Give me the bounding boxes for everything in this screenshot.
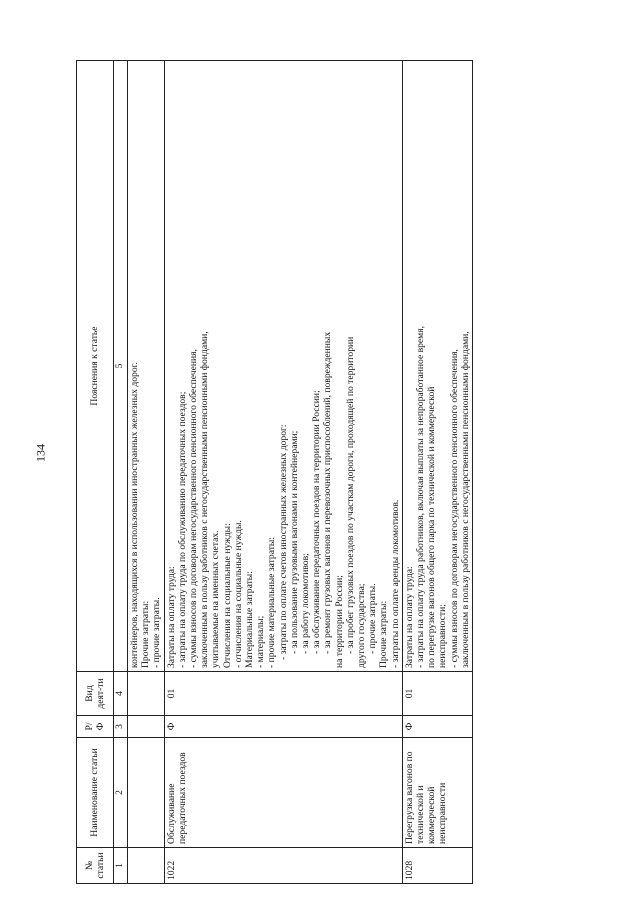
explanation-line: - за работу локомотивов; [300, 553, 312, 654]
explanation-line: - затраты на оплату труда по обслуживанию передаточных поездов; [176, 391, 188, 668]
explanation-line: другого государства; [356, 583, 368, 668]
activity-cell: 01 [402, 672, 472, 716]
header-item-number: № статьи [77, 848, 114, 884]
column-number: 4 [114, 672, 128, 716]
explanation-line: - материалы; [255, 615, 267, 668]
item-name-cell: Обслуживание передаточных поездов [164, 738, 402, 848]
explanation-line: - за обслуживание передаточных поездов на территории России; [311, 390, 323, 654]
item-number-cell [128, 848, 165, 884]
explanation-line: - затраты по оплате счетов иностранных железных дорог: [277, 424, 289, 660]
explanation-line: - затраты на оплату труда работников, включая выплаты за непроработанное время, [415, 325, 427, 668]
explanation-line: - прочие материальные затраты: [266, 536, 278, 668]
explanation-line: учитываемые на именных счетах. [210, 530, 222, 668]
explanation-line: - отчисления на социальные нужды. [232, 520, 244, 668]
header-activity-type: Вид деят-ти [77, 672, 114, 716]
rotated-table-wrapper [76, 60, 604, 884]
explanation-line: Прочие затраты: [378, 600, 390, 668]
table-row-1022 [164, 61, 402, 884]
explanation-line: Затраты на оплату труда: [165, 566, 177, 668]
table-row-continuation [128, 61, 165, 884]
explanation-line: заключенным в пользу работников с негосударственными пенсионными фондами, [199, 331, 211, 668]
explanation-line: - за ремонт грузовых вагонов и перевозочных приспособлений, поврежденных [322, 331, 334, 654]
explanation-line: заключенным в пользу работников с негосударственными пенсионными фондами, [459, 331, 471, 668]
explanation-line: - суммы взносов по договорам негосударственного пенсионного обеспечения, [188, 349, 200, 668]
explanation-line: - прочие затраты. [151, 597, 163, 668]
explanation-line: на территории России; [333, 575, 345, 668]
explanation-line: по перегрузке вагонов общего парка по технической и коммерческой [426, 386, 438, 668]
column-number: 1 [114, 848, 128, 884]
explanation-line: - прочие затраты. [367, 583, 379, 654]
explanation-cell [402, 61, 472, 672]
explanation-cell [128, 61, 165, 672]
activity-cell [128, 672, 165, 716]
rf-cell: Ф [402, 716, 472, 738]
rf-cell: Ф [164, 716, 402, 738]
explanation-cell [164, 61, 402, 672]
activity-cell: 01 [164, 672, 402, 716]
item-number-cell: 1022 [164, 848, 402, 884]
item-name-cell [128, 738, 165, 848]
item-number-cell: 1028 [402, 848, 472, 884]
explanation-line: Прочие затраты: [140, 600, 152, 668]
column-number: 3 [114, 716, 128, 738]
column-number-row [114, 61, 128, 884]
explanation-line: контейнеров, находящихся в использовании иностранных железных дорог. [129, 362, 140, 668]
explanation-line: - затраты по оплате аренды локомотивов. [389, 499, 401, 668]
explanation-line: Отчисления на социальные нужды: [221, 523, 233, 668]
table-row-1028 [402, 61, 472, 884]
header-rf: Р/ Ф [77, 716, 114, 738]
cost-items-table [76, 60, 473, 884]
header-item-name: Наименование статьи [77, 738, 114, 848]
header-explanations: Пояснения к статье [77, 61, 114, 672]
explanation-line: Затраты на оплату труда: [403, 566, 415, 668]
item-name-cell: Перегрузка вагонов по технической и коммерческой неисправности [402, 738, 472, 848]
rf-cell [128, 716, 165, 738]
header-row [77, 61, 114, 884]
explanation-line: неисправности; [437, 604, 449, 668]
column-number: 5 [114, 61, 128, 672]
page-number: 134 [33, 444, 48, 462]
column-number: 2 [114, 738, 128, 848]
explanation-line: - за пользование грузовыми вагонами и контейнерами; [288, 430, 300, 654]
explanation-line: - за пробег грузовых поездов по участкам дороги, проходящей по территории [344, 336, 356, 654]
explanation-line: - суммы взносов по договорам негосударственного пенсионного обеспечения, [448, 349, 460, 668]
explanation-line: Материальные затраты: [244, 571, 256, 668]
